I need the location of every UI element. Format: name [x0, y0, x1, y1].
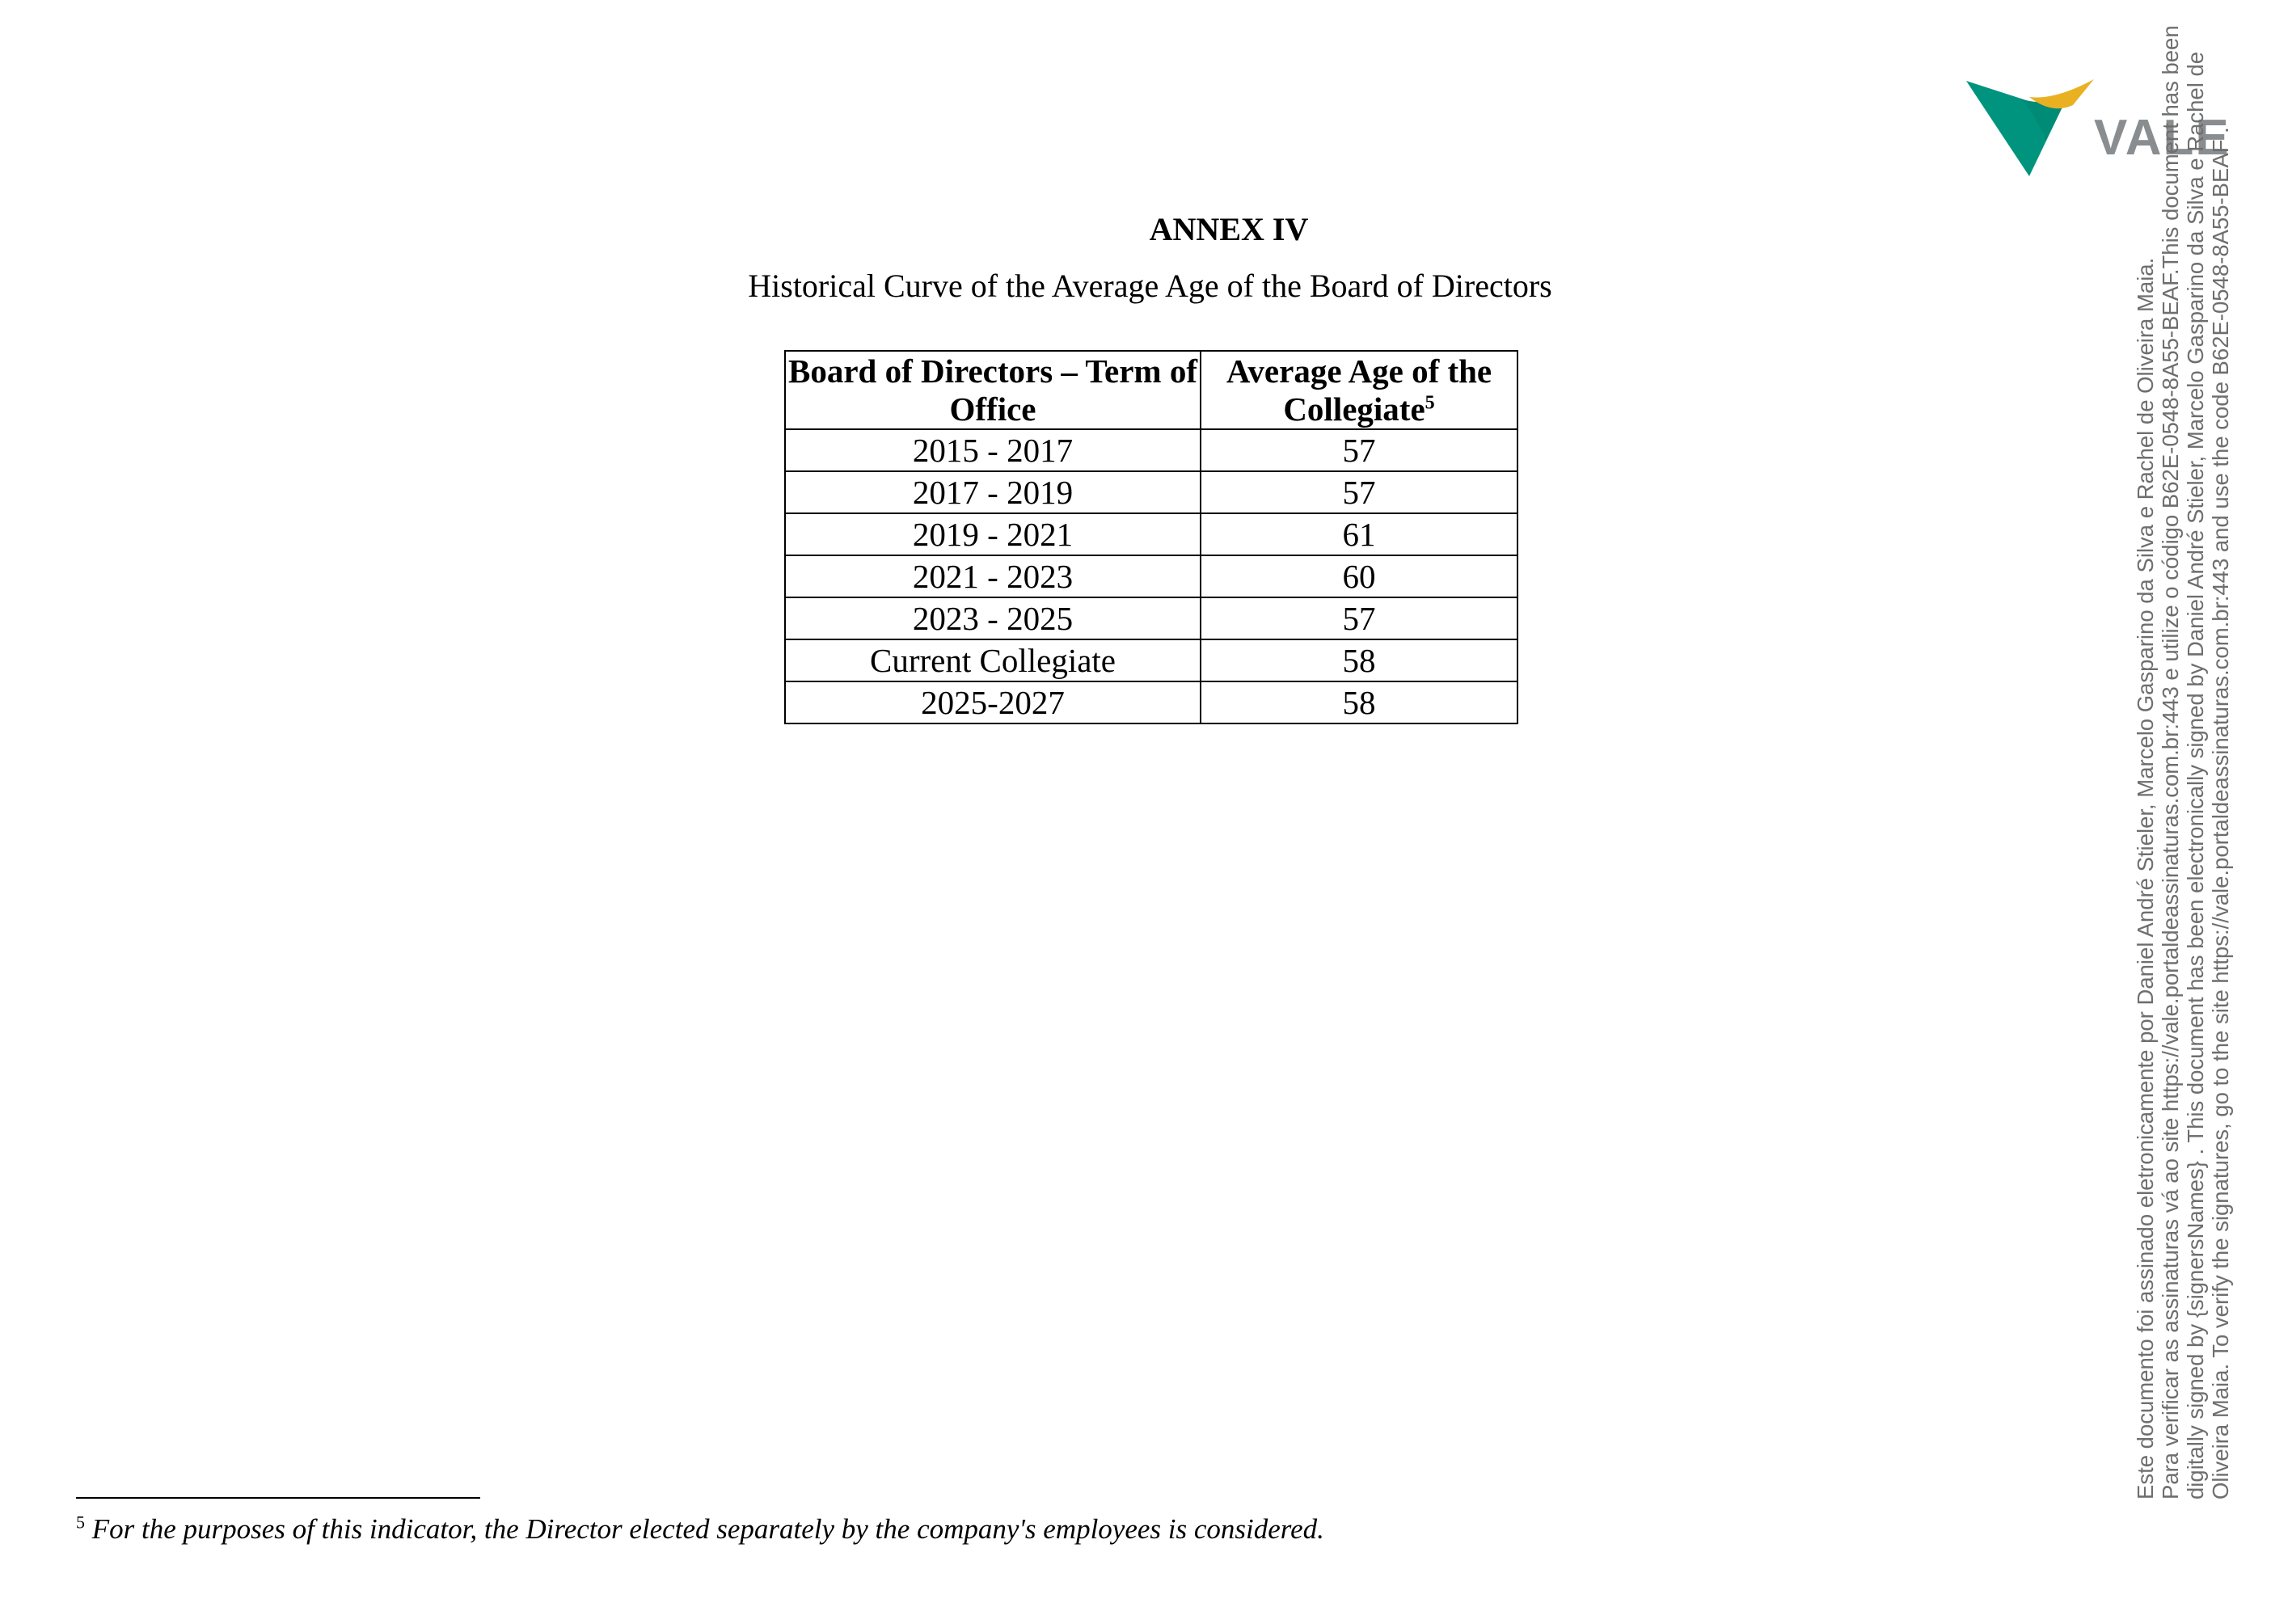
- age-cell: 61: [1201, 513, 1517, 555]
- signature-stamp: [2133, 0, 2233, 1500]
- average-age-table-container: [784, 350, 1518, 724]
- term-cell: 2017 - 2019: [785, 471, 1201, 513]
- footnote-separator: [76, 1497, 480, 1499]
- stamp-line: Oliveira Maia. To verify the signatures, go to the site https://vale.portaldeassinaturas.com.br:443 and use the code B62E-0548-8A55-BEAF .: [2208, 127, 2233, 1500]
- footnote-text: For the purposes of this indicator, the Director elected separately by the company's employees is considered.: [85, 1513, 1324, 1545]
- average-age-table: [784, 350, 1518, 724]
- term-cell: 2021 - 2023: [785, 555, 1201, 597]
- age-cell: 58: [1201, 681, 1517, 723]
- table-row: [785, 597, 1517, 639]
- footnote-reference: 5: [1425, 391, 1435, 413]
- term-cell: 2015 - 2017: [785, 429, 1201, 471]
- term-cell: 2023 - 2025: [785, 597, 1201, 639]
- term-cell: 2019 - 2021: [785, 513, 1201, 555]
- footnote: [76, 1512, 1324, 1547]
- header-average-age: [1201, 351, 1517, 429]
- vale-logo-text: VALE: [2094, 110, 2231, 166]
- table-row: [785, 681, 1517, 723]
- age-cell: 57: [1201, 429, 1517, 471]
- header-age-label: Average Age of the Collegiate: [1226, 352, 1492, 428]
- stamp-line: digitally signed by {signersNames} . This document has been electronically signed by Daniel André Stieler, Marcelo Gasparino da Silva e Rachel de: [2183, 51, 2208, 1500]
- table-row: [785, 639, 1517, 681]
- annex-title: ANNEX IV: [1149, 211, 1309, 247]
- age-cell: 60: [1201, 555, 1517, 597]
- term-cell: Current Collegiate: [785, 639, 1201, 681]
- header-term-label: Board of Directors – Term of Office: [788, 352, 1197, 428]
- table-row: [785, 555, 1517, 597]
- table-row: [785, 429, 1517, 471]
- table-row: [785, 471, 1517, 513]
- table-header-row: [785, 351, 1517, 429]
- footnote-mark: 5: [76, 1512, 85, 1533]
- age-cell: 57: [1201, 471, 1517, 513]
- vale-logo-icon: [1965, 73, 2102, 178]
- age-cell: 57: [1201, 597, 1517, 639]
- table-row: [785, 513, 1517, 555]
- header-term-of-office: [785, 351, 1201, 429]
- page-title: Historical Curve of the Average Age of the Board of Directors: [748, 268, 1552, 304]
- term-cell: 2025-2027: [785, 681, 1201, 723]
- age-cell: 58: [1201, 639, 1517, 681]
- stamp-line: Este documento foi assinado eletronicamente por Daniel André Stieler, Marcelo Gasparino da Silva e Rachel de Oliveira Maia.: [2133, 257, 2158, 1500]
- stamp-line: Para verificar as assinaturas vá ao site https://vale.portaldeassinaturas.com.br:443 e utilize o código B62E-0548-8A55-BEAF.This document has been: [2158, 25, 2183, 1500]
